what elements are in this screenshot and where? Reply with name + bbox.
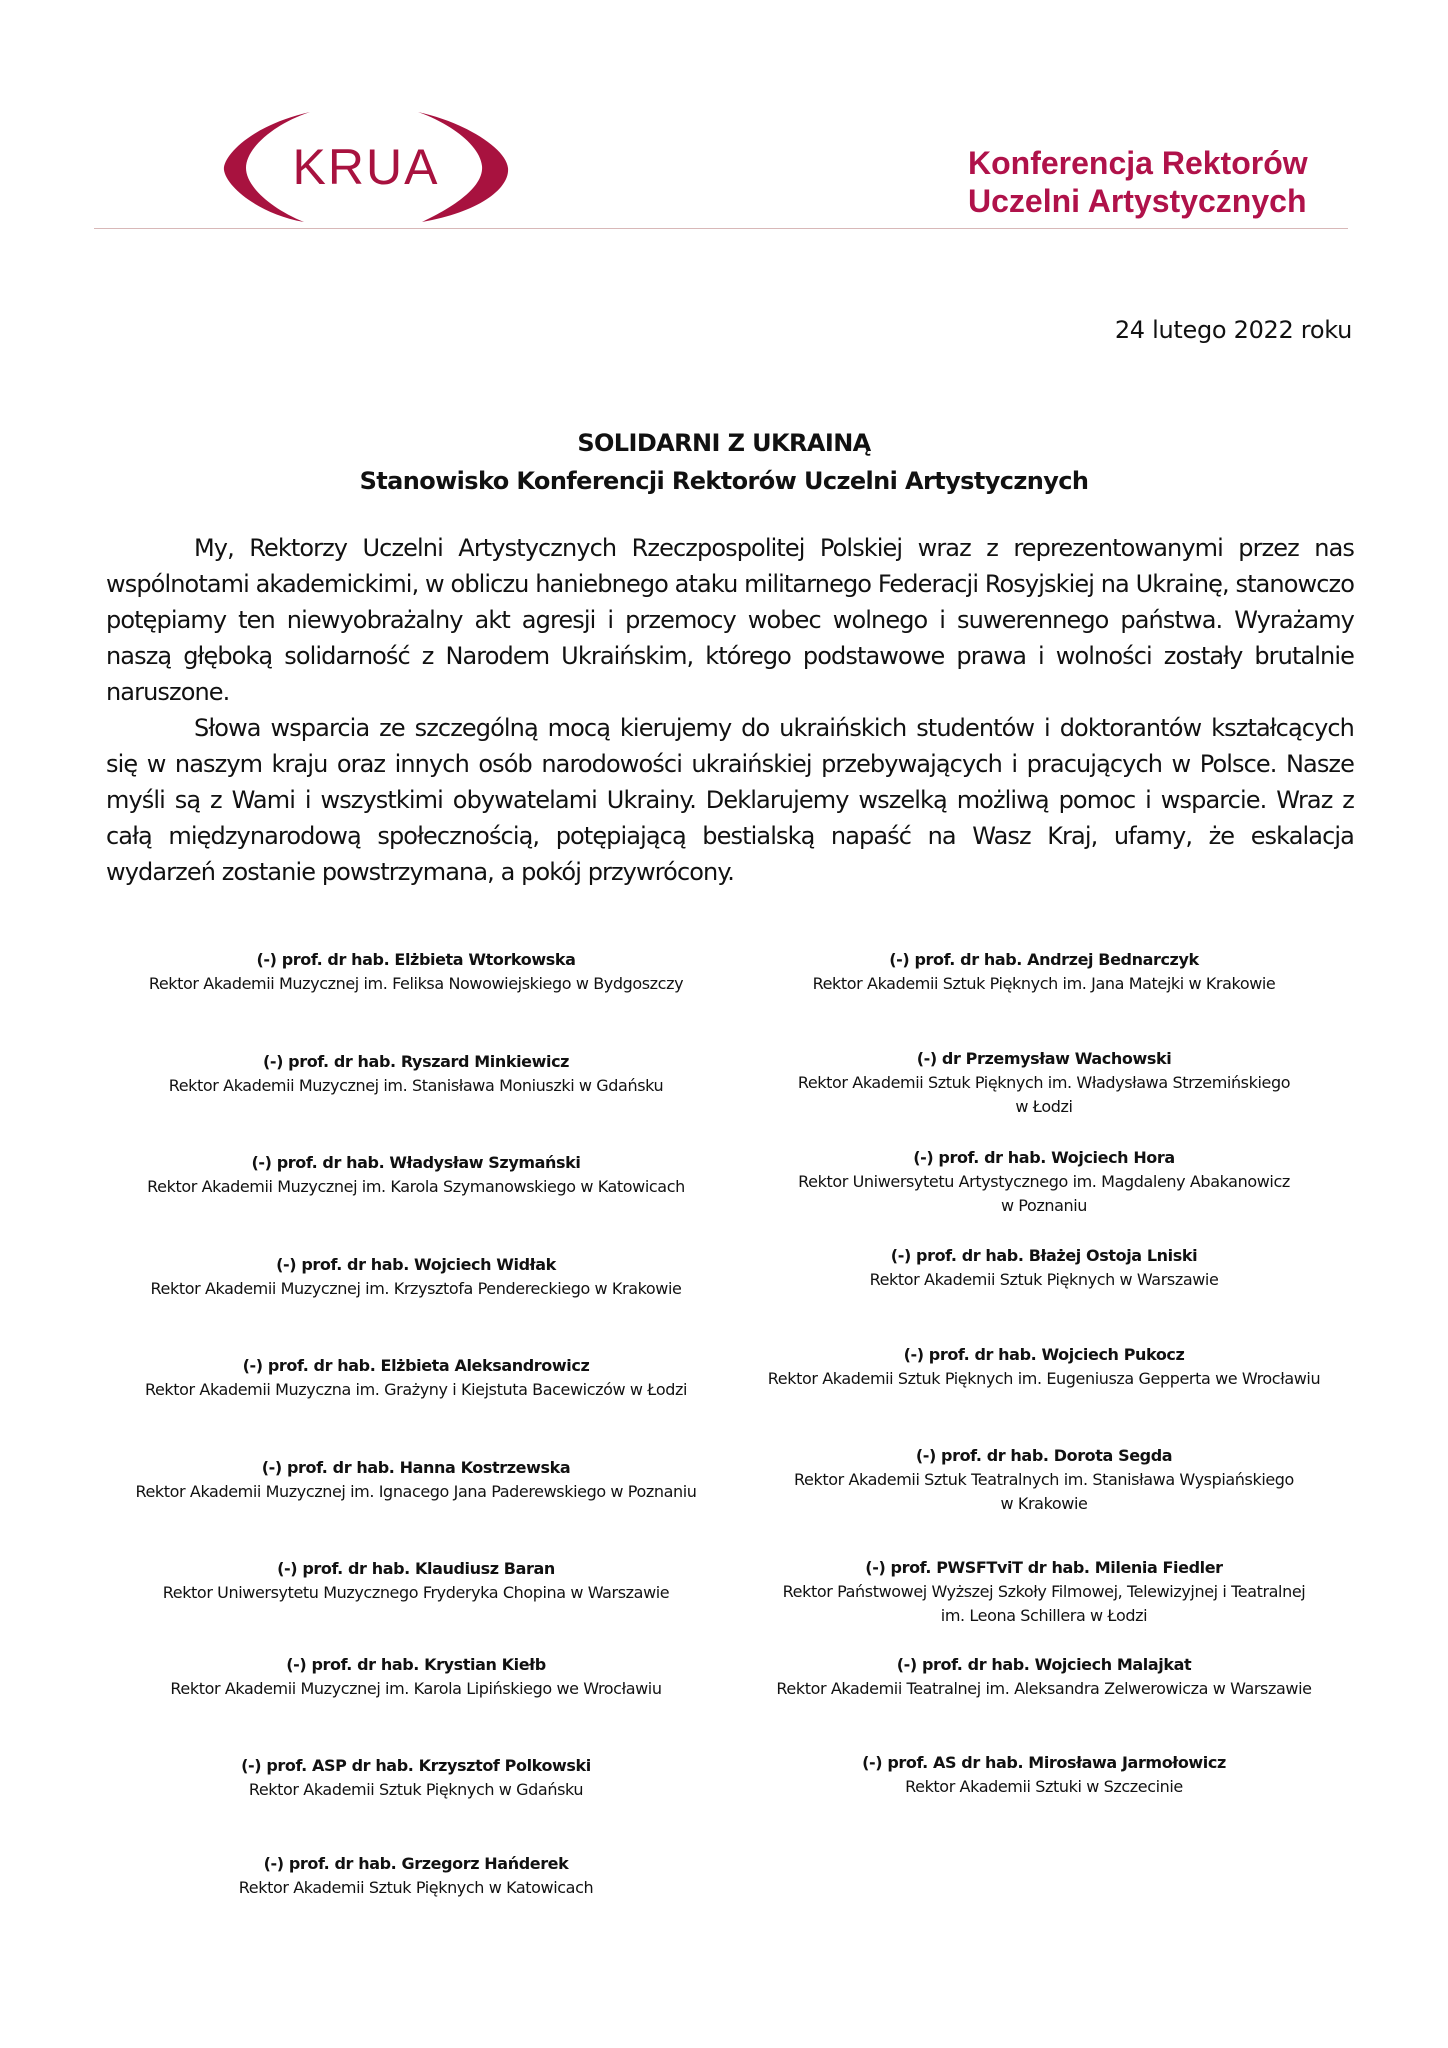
signatory-title: Rektor Akademii Muzyczna im. Grażyny i Kiejstuta Bacewiczów w Łodzi: [144, 1380, 688, 1399]
signatory-title: Rektor Państwowej Wyższej Szkoły Filmowej, Telewizyjnej i Teatralnej: [782, 1582, 1306, 1601]
signatory-name: (-) prof. dr hab. Hanna Kostrzewska: [261, 1458, 571, 1477]
signatory-title: Rektor Akademii Muzycznej im. Ignacego Jana Paderewskiego w Poznaniu: [135, 1482, 697, 1501]
document-subtitle: Stanowisko Konferencji Rektorów Uczelni Artystycznych: [359, 467, 1089, 495]
signatory-name: (-) prof. dr hab. Grzegorz Hańderek: [263, 1854, 569, 1873]
signatory-title: Rektor Akademii Teatralnej im. Aleksandra Zelwerowicza w Warszawie: [776, 1679, 1312, 1698]
signatory-name: (-) prof. dr hab. Wojciech Hora: [913, 1148, 1175, 1167]
signatory-name: (-) prof. dr hab. Dorota Segda: [915, 1446, 1173, 1465]
signature-block: [96, 1456, 736, 1504]
signatory-title-cont: w Poznaniu: [1000, 1196, 1088, 1215]
signatory-name: (-) prof. dr hab. Elżbieta Aleksandrowicz: [242, 1356, 590, 1375]
signatory-title: Rektor Uniwersytetu Artystycznego im. Magdaleny Abakanowicz: [798, 1172, 1290, 1191]
signatory-title-cont: w Krakowie: [1000, 1494, 1088, 1513]
signatory-title: Rektor Akademii Muzycznej im. Krzysztofa Pendereckiego w Krakowie: [150, 1279, 682, 1298]
organization-name: [968, 144, 1328, 220]
signatory-title: Rektor Uniwersytetu Muzycznego Fryderyka Chopina w Warszawie: [162, 1583, 670, 1602]
signatory-name: (-) prof. dr hab. Elżbieta Wtorkowska: [256, 950, 576, 969]
signature-block: [724, 1444, 1364, 1516]
signatory-title: Rektor Akademii Sztuk Pięknych w Katowicach: [238, 1878, 594, 1897]
signatory-title: Rektor Akademii Muzycznej im. Stanisława Moniuszki w Gdańsku: [168, 1076, 664, 1095]
signature-block: [96, 948, 736, 996]
signatory-title: Rektor Akademii Sztuk Pięknych w Warszawie: [869, 1270, 1219, 1289]
signature-block: [724, 1343, 1364, 1391]
document-title: SOLIDARNI Z UKRAINĄ: [577, 429, 871, 457]
signatory-title: Rektor Akademii Muzycznej im. Karola Lipińskiego we Wrocławiu: [170, 1679, 662, 1698]
signatory-name: (-) prof. PWSFTviT dr hab. Milenia Fiedler: [865, 1558, 1223, 1577]
signature-block: [724, 1047, 1364, 1119]
statement-paragraph: Słowa wsparcia ze szczególną mocą kierujemy do ukraińskich studentów i doktorantów kształcących się w naszym kraju oraz innych osób narodowości ukraińskiej przebywających i pracujących w Polsce. Nasze myśli są z Wami i wszystkimi obywatelami Ukrainy. Deklarujemy wszelką możliwą pomoc i wsparcie. Wraz z całą międzynarodową społecznością, potępiającą bestialską napaść na Wasz Kraj, ufamy, że eskalacja wydarzeń zostanie powstrzymana, a pokój przywrócony.: [106, 714, 1354, 886]
signatory-name: (-) prof. AS dr hab. Mirosława Jarmołowicz: [862, 1753, 1226, 1772]
signatory-name: (-) prof. dr hab. Władysław Szymański: [251, 1153, 581, 1172]
signature-block: [724, 1556, 1364, 1628]
signatory-name: (-) prof. dr hab. Ryszard Minkiewicz: [262, 1052, 570, 1071]
signature-block: [96, 1151, 736, 1199]
signature-block: [96, 1557, 736, 1605]
signatory-name: (-) prof. dr hab. Klaudiusz Baran: [277, 1559, 555, 1578]
signature-block: [724, 1146, 1364, 1218]
signature-block: [724, 1751, 1364, 1799]
signatory-title: Rektor Akademii Sztuk Pięknych w Gdańsku: [248, 1780, 584, 1799]
signatory-title: Rektor Akademii Sztuk Pięknych im. Władysława Strzemińskiego: [797, 1073, 1291, 1092]
organization-name-line1: Konferencja Rektorów: [968, 145, 1308, 181]
signatory-title: Rektor Akademii Sztuk Pięknych im. Jana Matejki w Krakowie: [812, 974, 1276, 993]
signature-block: [96, 1852, 736, 1900]
statement-paragraph: My, Rektorzy Uczelni Artystycznych Rzeczpospolitej Polskiej wraz z reprezentowanymi przez nas wspólnotami akademickimi, w obliczu haniebnego ataku militarnego Federacji Rosyjskiej na Ukrainę, stanowczo potępiamy ten niewyobrażalny akt agresji i przemocy wobec wolnego i suwerennego państwa. Wyrażamy naszą głęboką solidarność z Narodem Ukraińskim, którego podstawowe prawa i wolności zostały brutalnie naruszone.: [106, 534, 1354, 706]
signatory-title: Rektor Akademii Sztuk Teatralnych im. Stanisława Wyspiańskiego: [794, 1470, 1294, 1489]
signatory-name: (-) dr Przemysław Wachowski: [916, 1049, 1172, 1068]
signatory-name: (-) prof. dr hab. Andrzej Bednarczyk: [889, 950, 1199, 969]
signatory-title: Rektor Akademii Muzycznej im. Feliksa Nowowiejskiego w Bydgoszczy: [148, 974, 684, 993]
logo-text: KRUA: [292, 139, 440, 195]
krua-logo: [218, 108, 518, 226]
signatory-name: (-) prof. ASP dr hab. Krzysztof Polkowski: [241, 1756, 591, 1775]
signatory-title: Rektor Akademii Sztuki w Szczecinie: [905, 1777, 1183, 1796]
signature-block: [96, 1253, 736, 1301]
signatory-name: (-) prof. dr hab. Błażej Ostoja Lniski: [890, 1246, 1198, 1265]
title-block: [0, 424, 1448, 500]
signature-block: [724, 948, 1364, 996]
signature-block: [724, 1653, 1364, 1701]
signature-block: [96, 1354, 736, 1402]
signatory-title-cont: im. Leona Schillera w Łodzi: [940, 1606, 1148, 1625]
organization-name-line2: Uczelni Artystycznych: [968, 183, 1307, 219]
signatory-name: (-) prof. dr hab. Wojciech Widłak: [276, 1255, 556, 1274]
signatory-name: (-) prof. dr hab. Wojciech Pukocz: [903, 1345, 1185, 1364]
signature-block: [96, 1653, 736, 1701]
signatory-name: (-) prof. dr hab. Krystian Kiełb: [286, 1655, 546, 1674]
signatory-title-cont: w Łodzi: [1015, 1097, 1073, 1116]
header-divider: [94, 228, 1348, 229]
krua-logo-mark: [218, 108, 518, 226]
signature-block: [96, 1754, 736, 1802]
signatory-title: Rektor Akademii Muzycznej im. Karola Szymanowskiego w Katowicach: [147, 1177, 685, 1196]
signature-block: [96, 1050, 736, 1098]
document-date: 24 lutego 2022 roku: [1114, 316, 1352, 344]
signature-block: [724, 1244, 1364, 1292]
statement-body: [106, 530, 1354, 890]
signatory-title: Rektor Akademii Sztuk Pięknych im. Eugeniusza Gepperta we Wrocławiu: [767, 1369, 1321, 1388]
signatory-name: (-) prof. dr hab. Wojciech Malajkat: [896, 1655, 1192, 1674]
